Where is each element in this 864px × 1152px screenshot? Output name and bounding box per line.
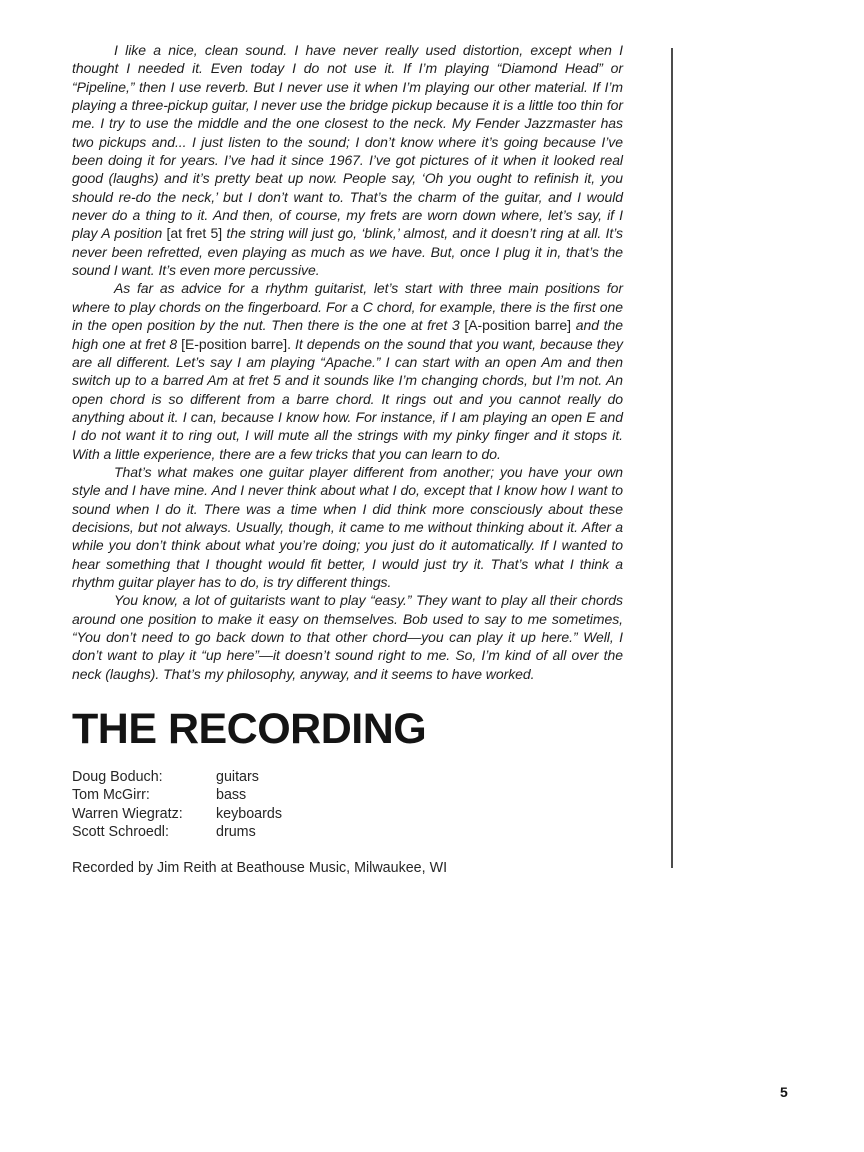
credit-role: drums (216, 823, 256, 840)
quote-text: It depends on the sound that you want, because they are all different. Let’s say I am playing “Apache.” I can start with an open Am and then switch up to a barred Am at fret 5 and it sounds like I’m changing chords, but I’m not. An open chord is so different from a barre chord. It rings out and you cannot really do anything about it. I can, because I know how. For instance, if I am playing an open E and I do not want it to ring out, I will mute all the strings with my pinky finger and it stops it. With a little experience, there are a few tricks that you can learn to do. (72, 335, 623, 462)
credit-name: Tom McGirr: (72, 787, 150, 804)
quote-text: You know, a lot of guitarists want to play “easy.” They want to play all their chords around one position to make it easy on themselves. Bob used to say to me sometimes, “You don’t need to go back down to that other chord—you can play it up here.” Well, I don’t want to play it “up here”—it doesn’t sound right to me. So, I’m kind of all over the neck (laughs). That’s my philosophy, anyway, and it seems to have worked. (72, 592, 623, 682)
credit-role: keyboards (216, 805, 282, 822)
quote-paragraph (72, 463, 623, 591)
editorial-note: [A-position barre] (464, 317, 571, 334)
credit-role: bass (216, 787, 247, 804)
quote-paragraph (72, 41, 623, 279)
credit-row (72, 823, 623, 841)
section-heading: THE RECORDING (72, 705, 427, 754)
quote-paragraph (72, 591, 623, 683)
quote-text: That’s what makes one guitar player different from another; you have your own style and I have mine. And I never think about what I do, except that I know how I want to sound when I do it. There was a time when I did think more consciously about these decisions, but not always. Usually, though, it came to me without thinking about it. After a while you don’t think about what you’re doing; you just do it automatically. If I wanted to hear something that I thought would fit better, I would just try it. That’s what I think a rhythm guitar player has to do, is try different things. (72, 463, 623, 590)
editorial-note: [E-position barre]. (181, 335, 291, 352)
quote-text: I like a nice, clean sound. I have never really used distortion, except when I thought I needed it. Even today I do not use it. If I’m playing “Diamond Head” or “Pipeline,” then I use reverb. But I never use it when I’m playing our other material. If I’m playing a three-pickup guitar, I never use the bridge pickup because it is a little too thin for me. I try to use the middle and the one closest to the neck. My Fender Jazzmaster has two pickups and... I just listen to the sound; I don’t know where it’s going because I’ve been doing it for years. I’ve had it since 1967. I’ve got pictures of it when it looked real good (laughs) and it’s pretty beat up now. People say, ‘Oh you ought to refinish it, you should re-do the neck,’ but I don’t want to. That’s the charm of the guitar, and I would never do a thing to it. And then, of course, my frets are worn down where, let’s say, if I play A position (72, 42, 623, 242)
credit-role: guitars (216, 769, 259, 786)
credit-row (72, 805, 623, 823)
credit-name: Doug Boduch: (72, 769, 163, 786)
quote-text: and the high one at fret 8 (72, 317, 623, 352)
credit-name: Warren Wiegratz: (72, 805, 183, 822)
credit-row (72, 768, 623, 786)
credit-name: Scott Schroedl: (72, 823, 169, 840)
credit-row (72, 786, 623, 804)
quote-paragraph (72, 279, 623, 462)
recorded-by-line: Recorded by Jim Reith at Beathouse Music, Milwaukee, WI (72, 860, 448, 877)
page-number: 5 (780, 1084, 788, 1100)
credits-list (72, 768, 623, 841)
page-content (72, 41, 623, 878)
quote-paragraphs (72, 41, 623, 683)
quote-text: the string will just go, ‘blink,’ almost, and it doesn’t ring at all. It’s never been refretted, even playing as much as we have. But, once I plug it in, that’s the sound I want. It’s even more percussive. (72, 225, 623, 279)
margin-rule (671, 48, 673, 868)
editorial-note: [at fret 5] (166, 225, 227, 242)
quote-text: As far as advice for a rhythm guitarist, let’s start with three main positions for where to play chords on the fingerboard. For a C chord, for example, there is the first one in the open position by the nut. Then there is the one at fret 3 (72, 280, 623, 334)
